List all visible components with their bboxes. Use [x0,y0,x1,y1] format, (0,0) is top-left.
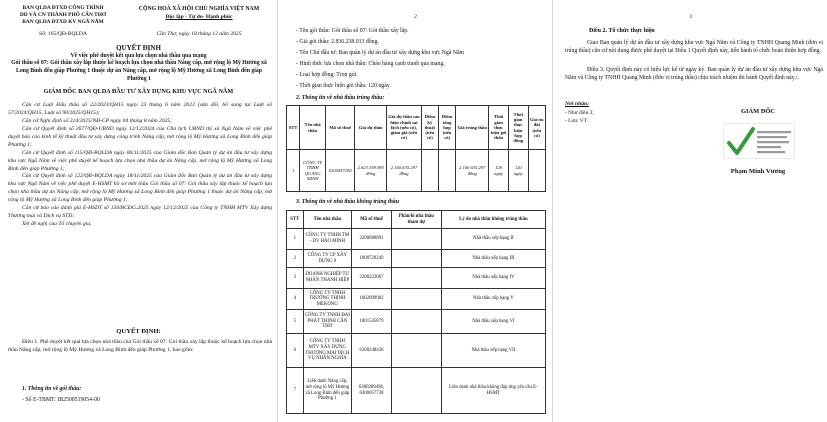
table-cell: 7 [287,368,304,414]
table-header: Tên nhà thầu [303,211,352,229]
section-2-heading: 2. Thông tin về nhà thầu trúng thầu: [296,95,385,101]
recipients-label: Nơi nhận: [565,101,589,107]
table-header: Giá ưu đãi (nếu có) [528,106,545,150]
table-cell: Nhà thầu xếp hạng IV [441,268,545,289]
table-row [287,289,546,310]
table-cell [438,150,455,192]
table-header: Mã số thuế [352,211,392,229]
decides-heading: QUYẾT ĐỊNH: [116,328,161,335]
table-cell: 3 [287,268,304,289]
table-cell: CÔNG TY TNHH TM - DV HẢO MINH [303,229,352,250]
table-row [287,368,546,414]
article-2-heading: Điều 2. Tổ chức thực hiện [589,28,655,34]
table-cell [421,150,438,192]
table-header: Điểm tổng hợp (nếu có) [438,106,455,150]
table-cell: CÔNG TY TNHH QUANG MINH [300,150,326,192]
table-row [287,268,546,289]
recipient-item: - Lưu: VT. [565,118,588,124]
preamble-item: Căn cứ Luật Đấu thầu số 22/2023/QH15 ngày 23 tháng 6 năm 2023 (sửa đổi, bổ sung tại Luật số 57/2024/QH15, Luật số 90/2025/QH15); [8,102,272,116]
table-cell: Nhà thầu xếp hạng III [441,250,545,268]
table-cell: Nhà thầu xếp hạng V [441,289,545,310]
section-1-heading: 1. Thông tin về gói thầu: [22,386,82,392]
table-cell: 6300248436 [352,334,392,368]
table-cell [391,250,441,268]
table-cell: 5 [287,310,304,334]
decision-title: QUYẾT ĐỊNH [116,44,161,52]
article-2-body: Giao Ban quản lý dự án đầu tư xây dựng khu vực Ngã Năm và Công ty TNHH Quang Minh (đơn vị trúng thầu) căn cứ nội dung được phê duyệt tại Điều 1 Quyết định này, tiến hành tổ chức hoàn thiện hợp đồng. [565,40,823,55]
losing-bidders-table [286,210,546,414]
table-cell: 2200688891 [352,229,392,250]
motto: Độc lập - Tự do- Hạnh phúc [165,14,233,20]
recipient-item: - Như điều 3; [565,110,594,116]
table-cell: 2.160.635.297 đồng [387,150,422,192]
table-cell: 120 ngày [489,150,509,192]
table-cell [528,150,545,192]
table-cell: 6300289496, 6300057738 [352,368,392,414]
table-header: Tên nhà thầu [300,106,326,150]
table-header: Mã số thuế [325,106,354,150]
document-page-3 [552,0,827,422]
table-cell: Nhà thầu xếp hạng II [441,229,545,250]
table-header: Giá dự thầu [355,106,387,150]
table-row [287,150,546,192]
table-cell [391,268,441,289]
package-price: - Giá gói thầu: 2.836.238.013 đồng. [296,39,379,45]
article-3: Điều 3. Quyết định này có hiệu lực kể từ ngày ký. Ban quản lý dự án đầu tư xây dựng khu vực Ngã Năm và Công ty TNHH Quang Minh (đơn vị trúng thầu) chịu trách nhiệm thi hành Quyết định này./. [565,67,823,82]
table-cell: 2 [287,250,304,268]
selection-method: - Hình thức lựa chọn nhà thầu: Chào hàng cạnh tranh qua mạng. [296,61,445,67]
table-cell: 6300047190 [325,150,354,192]
table-cell: Liên danh Nâng cấp, mở rộng lộ Mỹ Hương xã Long Bình đến giáp Phường 1 [303,368,352,414]
table-cell: CÔNG TY TNHH TRƯỜNG THỊNH MEKONG [303,289,352,310]
table-cell [391,229,441,250]
table-cell: 4 [287,289,304,310]
table-cell: 6 [287,334,304,368]
table-header: STT [287,211,304,229]
document-number: Số: 165/QĐ-BQLDA [38,31,87,37]
table-row [287,310,546,334]
issuing-org-line-1: BAN QLDA ĐTXD CÔNG TRÌNH [22,5,104,11]
article-1: Điều 1. Phê duyệt kết quả lựa chọn nhà thầu của Gói thầu số 07: Gói thầu xây lắp thuộc kế hoạch lựa chọn nhà thầu Nâng cấp, mở rộng lộ Mỹ Hương xã Long Bình đến giáp Phường 1, bao gồm: [8,339,272,353]
table-header: Giá trúng thầu [456,106,489,150]
preamble-block [8,102,272,229]
table-header: Thời gian thực hiện gói thầu [489,106,509,150]
preamble-item: Xét đề nghị của Tổ chuyên gia, [22,221,92,228]
table-header: STT [287,106,300,150]
table-header: Lý do nhà thầu không trúng thầu [441,211,545,229]
table-cell [391,289,441,310]
table-cell: 2.160.635.297 đồng [456,150,489,192]
table-cell [391,310,441,334]
decision-subject-line1: Về việc phê duyệt kết quả lựa chọn nhà thầu qua mạng [70,53,207,59]
table-cell: 1602099982 [352,289,392,310]
contract-type: - Loại hợp đồng: Trọn gói. [296,72,358,78]
table-row [287,334,546,368]
preamble-item: Căn cứ Quyết định số 2677/QĐ-UBND ngày 12/12/2024 của Chủ tịch UBND thị xã Ngã Năm về việc phê duyệt báo cáo kinh tế kỹ thuật đầu tư xây dựng công trình Nâng cấp, mở rộng lộ Mỹ Hương xã Long Bình đến giáp Phường 1; [8,125,272,148]
page-number: 3 [689,14,692,20]
table-header: Thời gian thực hiện hợp đồng [508,106,528,150]
execution-time: - Thời gian thực hiện gói thầu: 120 ngày. [296,83,391,89]
issuing-org-line-2: DD VÀ CN THÀNH PHỐ CẦN THƠ [19,12,107,18]
table-cell: CÔNG TY CP XÂY DỰNG 9 [303,250,352,268]
issuing-org-line-3: BAN QLDA ĐTXD KV NGÃ NĂM [22,19,104,25]
package-name: - Tên gói thầu: Gói thầu số 07: Gói thầu xây lắp. [296,28,409,34]
table-cell: 2200222067 [352,268,392,289]
table-cell [391,334,441,368]
page-number: 2 [414,14,417,20]
decision-subject: Gói thầu số 07: Gói thầu xây lắp thuộc kế hoạch lựa chọn nhà thầu Nâng cấp, mở rộng lộ Mỹ Hương xã Long Bình đến giáp Phường 1 thuộc dự án Nâng cấp, mở rộng lộ Mỹ Hương xã Long Bình đến giáp Phường 1 [11,60,267,82]
table-cell: CÔNG TY TNHH ĐẠI PHÁT THỊNH CẦN THƠ [303,310,352,334]
table-cell: 1 [287,229,304,250]
signer-title: GIÁM ĐỐC [741,108,775,115]
tbmt-number: - Số E-TBMT: IB2500519054-00 [22,397,100,403]
table-cell: Nhà thầu xếp hạng VI [441,310,545,334]
investor-name: - Tên Chủ đầu tư: Ban quản lý dự án đầu tư xây dựng khu vực Ngã Năm [296,50,465,56]
winning-bidder-table [286,105,546,192]
table-cell: 120 ngày [508,150,528,192]
section-3-heading: 3. Thông tin về nhà thầu không trúng thầu [296,199,399,205]
table-header: Điểm kỹ thuật (nếu có) [421,106,438,150]
signer-name: Phạm Minh Vương [730,168,786,175]
table-cell: Nhà thầu xếp hạng VII [441,334,545,368]
preamble-item: Căn cứ Quyết định số 115/QĐ-BQLDA ngày 06/11/2025 của Giám đốc Ban Quản lý dự án đầu tư xây dựng khu vực Ngã Năm về việc phê duyệt kế hoạch lựa chọn nhà thầu dự án Nâng cấp, mở rộng lộ Mỹ Hương xã Long Bình đến giáp Phường 1; [8,149,272,172]
signature-check-icon [723,123,795,159]
date-place: Cần Thơ, ngày 18 tháng 12 năm 2025 [156,31,242,37]
document-page-2 [277,0,552,422]
table-header: Phần/lô nhà thầu tham dự [391,211,441,229]
table-cell: 2.823.359.983 đồng [355,150,387,192]
table-cell: 1 [287,150,300,192]
digital-signature-seal [723,123,795,159]
document-page-1 [0,0,277,422]
table-cell: DOANH NGHIỆP TƯ NHÂN THANH HIỆP [303,268,352,289]
country-heading: CỘNG HOÀ XÃ HỘI CHỦ NGHĨA VIỆT NAM [138,6,260,12]
preamble-item: Căn cứ Nghị định số 214/2025/NĐ-CP ngày 04 tháng 8 năm 2025; [22,117,173,124]
table-cell: 1801545879 [352,310,392,334]
table-cell: CÔNG TY TNHH MTV XÂY DỰNG THƯƠNG MẠI DỊCH VỤ NHÂN NGHĨA [303,334,352,368]
table-cell: Liên danh nhà thầu không đáp ứng yêu cầu E-HSMT [441,368,545,414]
table-cell: 1800720249 [352,250,392,268]
table-header: Giá dự thầu sau hiệu chỉnh sai lệch (nếu có), giảm giá (nếu có) [387,106,422,150]
table-cell [391,368,441,414]
authority-heading: GIÁM ĐỐC BAN QLDA ĐẦU TƯ XÂY DỰNG KHU VỰC NGÃ NĂM [43,88,234,95]
preamble-item: Căn cứ báo cáo đánh giá E-HSDT số 134/BCĐG.2025 ngày 12/12/2025 của Công ty TNHH MTV Xây dựng Thương mại và Dịch vụ STD; [8,205,272,220]
table-row [287,229,546,250]
preamble-item: Căn cứ Quyết định số 122/QĐ-BQLDA ngày 18/11/2025 của Giám đốc Ban Quản lý dự án đầu tư xây dựng khu vực Ngã Năm về việc phê duyệt E-HSMT hồ sơ mời thầu Gói thầu số 07: Gói thầu xây lắp thuộc kế hoạch lựa chọn nhà thầu dự án Nâng cấp, mở rộng lộ Mỹ Hương xã Long Bình đến giáp Phường 1 thuộc dự án Nâng cấp, mở rộng lộ Mỹ Hương xã Long Bình đến giáp Phường 1; [8,173,272,204]
table-row [287,250,546,268]
